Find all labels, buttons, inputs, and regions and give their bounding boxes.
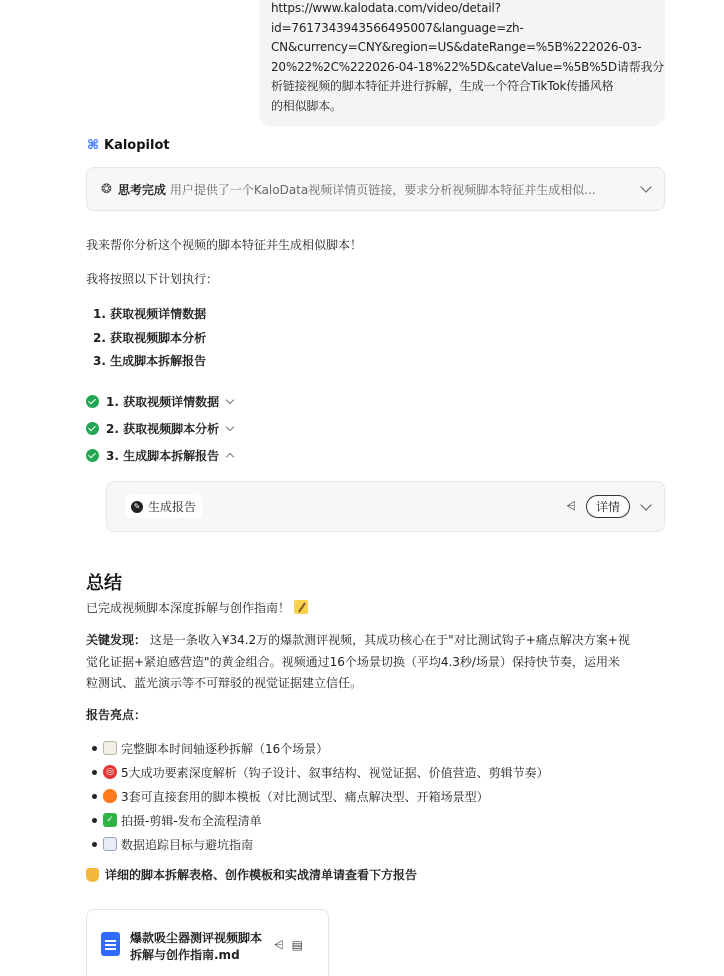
highlight-text: 拍摄-剪辑-发布全流程清单: [121, 813, 262, 828]
tool-chip-label: 生成报告: [148, 500, 197, 514]
file-title: 爆款吸尘器测评视频脚本拆解与创作指南.md: [130, 931, 263, 962]
highlight-text: 5大成功要素深度解析（钩子设计、叙事结构、视觉证据、价值营造、剪辑节奏）: [121, 765, 549, 780]
file-actions: [274, 938, 303, 953]
bullet-dot: [92, 746, 97, 751]
highlight-text: 完整脚本时间轴逐秒拆解（16个场景）: [121, 741, 329, 756]
step-label: 3. 生成脚本拆解报告: [106, 449, 220, 463]
findings-label: 关键发现：: [86, 633, 147, 647]
target-icon: ◎: [103, 765, 117, 779]
highlight-text: 3套可直接套用的脚本模板（对比测试型、痛点解决型、开箱场景型）: [121, 789, 489, 804]
report-tool-icon: ✎: [131, 501, 143, 513]
list-item: [92, 736, 549, 760]
memo-icon: [294, 600, 308, 614]
chevron-down-icon[interactable]: [640, 499, 651, 510]
assistant-name: Kalopilot: [104, 138, 170, 153]
findings-line: 觉化证据+紧迫感营造"的黄金组合。视频通过16个场景切换（平均4.3秒/场景）保持快节奏，运用米: [86, 654, 620, 669]
detail-button[interactable]: 详情: [586, 495, 630, 518]
plan-list: [93, 303, 206, 374]
plan-item: 1. 获取视频详情数据: [93, 307, 207, 321]
step-item[interactable]: [86, 442, 233, 469]
chevron-down-icon[interactable]: [640, 181, 651, 192]
user-message-line: CN&currency=CNY&region=US&dateRange=%5B%222026-03-: [271, 40, 642, 54]
thinking-icon: ❂: [101, 181, 112, 197]
user-message-line: id=7617343943566495007&language=zh-: [271, 20, 524, 35]
step-label: 1. 获取视频详情数据: [106, 395, 220, 409]
report-pointer: [86, 866, 417, 883]
report-pointer-text: 详细的脚本拆解表格、创作模板和实战清单请查看下方报告: [105, 868, 418, 882]
bullet-dot: [92, 794, 97, 799]
check-circle-icon: [86, 449, 99, 462]
user-message-bubble: [259, 0, 665, 126]
summary-heading: 总结: [86, 573, 122, 594]
file-attachment-card[interactable]: [86, 909, 329, 976]
chevron-down-icon[interactable]: [226, 395, 234, 403]
highlights-label: 报告亮点：: [86, 708, 147, 722]
findings-text: 这是一条收入¥34.2万的爆款测评视频，其成功核心在于"对比测试钩子+痛点解决方案+视: [146, 633, 630, 647]
share-icon[interactable]: ⩤: [274, 938, 284, 952]
summary-done-label: 已完成视频脚本深度拆解与创作指南！: [86, 601, 291, 615]
thinking-summary: 用户提供了一个KaloData视频详情页链接，要求分析视频脚本特征并生成相似...: [169, 182, 596, 197]
bullet-dot: [92, 818, 97, 823]
thinking-title: 思考完成: [117, 182, 166, 197]
key-findings: [86, 630, 671, 695]
list-item: [92, 760, 549, 784]
step-item[interactable]: [86, 415, 233, 442]
share-icon[interactable]: ⩤: [566, 499, 576, 513]
user-message-line: https://www.kalodata.com/video/detail?: [271, 1, 501, 15]
assistant-brand: [87, 138, 170, 153]
open-file-icon[interactable]: ▤: [291, 938, 303, 952]
list-item: [92, 832, 549, 856]
tool-chip[interactable]: [125, 495, 202, 518]
check-circle-icon: [86, 395, 99, 408]
bullet-dot: [92, 842, 97, 847]
highlight-text: 数据追踪目标与避坑指南: [121, 837, 254, 852]
calendar-icon: [103, 741, 117, 755]
list-item: [92, 808, 549, 832]
plan-item: 2. 获取视频脚本分析: [93, 330, 207, 345]
tool-actions: [566, 495, 650, 518]
user-message-line: 20%22%2C%222026-04-18%22%5D&cateValue=%5B%5D请帮我分: [271, 59, 665, 74]
findings-line: [86, 630, 671, 652]
step-label: 2. 获取视频脚本分析: [106, 422, 220, 436]
summary-done-text: [86, 599, 308, 616]
chevron-up-icon[interactable]: [226, 453, 234, 461]
plan-intro: 我将按照以下计划执行：: [86, 272, 219, 286]
findings-line: 粒测试、蓝光演示等不可辩驳的视觉证据建立信任。: [86, 676, 363, 690]
chevron-down-icon[interactable]: [226, 422, 234, 430]
highlights-list: [92, 736, 549, 856]
kalopilot-logo-icon: ⌘: [87, 137, 100, 153]
assistant-intro: 我来帮你分析这个视频的脚本特征并生成相似脚本！: [86, 238, 363, 252]
step-list: [86, 388, 233, 469]
user-message-line: 析链接视频的脚本特征并进行拆解，生成一个符合TikTok传播风格: [271, 79, 614, 93]
step-item[interactable]: [86, 388, 233, 415]
check-circle-icon: [86, 422, 99, 435]
user-message-line: 的相似脚本。: [271, 98, 342, 113]
bullet-dot: [92, 770, 97, 775]
pointing-down-icon: [86, 868, 99, 882]
list-item: [92, 784, 549, 808]
check-mark-icon: ✓: [103, 813, 117, 827]
plan-item: 3. 生成脚本拆解报告: [93, 354, 207, 368]
thinking-panel[interactable]: [86, 167, 665, 211]
tool-call-card: [106, 481, 665, 532]
fire-icon: [103, 789, 117, 803]
bar-chart-icon: [103, 837, 117, 851]
document-icon: [101, 932, 120, 956]
